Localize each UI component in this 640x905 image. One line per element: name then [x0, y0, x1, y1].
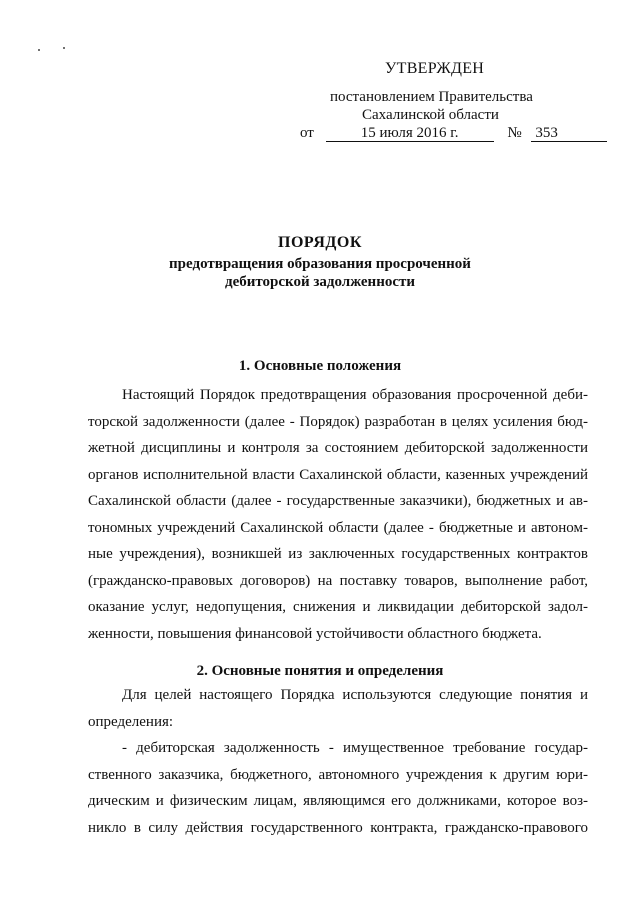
approval-number: 353 — [531, 126, 607, 142]
paragraph-line: оказание услуг, недопущения, снижения и ликвидации дебиторской задол- — [88, 599, 588, 615]
paragraph-line: ственного заказчика, бюджетного, автономного учреждения к другим юри- — [88, 766, 588, 783]
paragraph-line: торской задолженности (далее - Порядок) разработан в целях усиления бюд- — [88, 413, 588, 430]
approval-issuer-line2: Сахалинской области — [362, 107, 499, 123]
approval-date-number-line — [300, 125, 600, 142]
section2-heading: 2. Основные понятия и определения — [196, 663, 444, 679]
paragraph-line: - дебиторская задолженность - имущественное требование государ- — [122, 740, 588, 756]
section2-definition-paragraph — [88, 735, 588, 841]
section1-heading: 1. Основные положения — [238, 358, 402, 374]
approval-date: 15 июля 2016 г. — [326, 126, 494, 142]
paragraph-line: никло в силу действия государственного контракта, гражданско-правового — [88, 819, 588, 836]
paragraph-line: Сахалинской области (далее - государственные заказчики), бюджетных и ав- — [88, 493, 588, 509]
document-subtitle-line1: предотвращения образования просроченной — [169, 256, 471, 272]
approval-number-sign: № — [507, 125, 522, 141]
document-subtitle-line2: дебиторской задолженности — [224, 274, 416, 290]
paragraph-line: ные учреждения), возникшей из заключенных государственных контрактов — [88, 546, 588, 562]
paragraph-line: тономных учреждений Сахалинской области (далее - бюджетные и автоном- — [88, 519, 588, 536]
paragraph-line: органов исполнительной власти Сахалинской области, казенных учреждений — [88, 466, 588, 483]
paragraph-line: определения: — [88, 713, 174, 730]
scan-speck — [63, 47, 65, 49]
scan-speck — [38, 49, 40, 51]
section1-paragraph — [88, 382, 588, 647]
paragraph-line: дическим и физическим лицам, являющимся его должниками, которое воз- — [88, 793, 588, 809]
approval-from-label: от — [300, 125, 314, 141]
paragraph-line: жетной дисциплины и контроля за состоянием дебиторской задолженности — [88, 440, 588, 456]
paragraph-line: (гражданско-правовых договоров) на поставку товаров, выполнение работ, — [88, 572, 588, 589]
paragraph-line: женности, повышения финансовой устойчивости областного бюджета. — [88, 625, 542, 642]
section2-intro-paragraph — [88, 682, 588, 735]
document-title: ПОРЯДОК — [278, 234, 362, 251]
approval-issuer-line1: постановлением Правительства — [330, 89, 533, 105]
paragraph-line: Настоящий Порядок предотвращения образования просроченной деби- — [122, 387, 588, 403]
approval-title: УТВЕРЖДЕН — [385, 60, 485, 77]
paragraph-line: Для целей настоящего Порядка используются следующие понятия и — [122, 687, 588, 703]
